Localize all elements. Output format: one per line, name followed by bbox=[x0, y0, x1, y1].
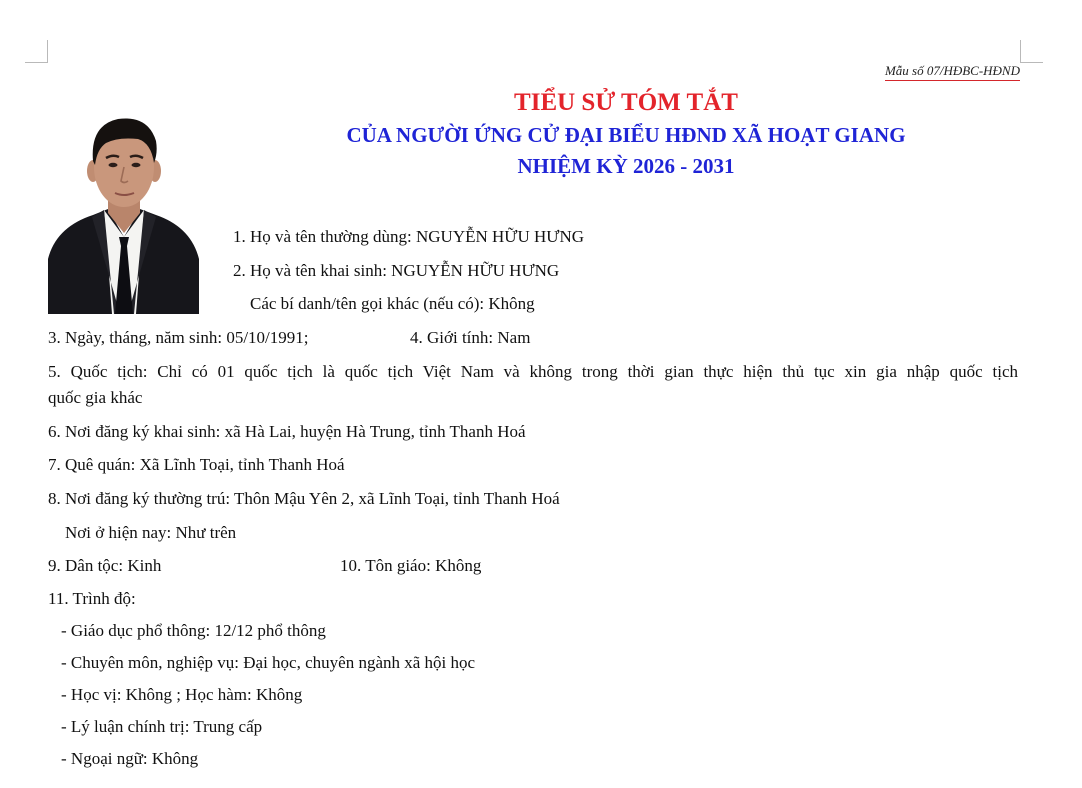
field-nationality-continued: quốc gia khác bbox=[48, 388, 143, 407]
field-religion: 10. Tôn giáo: Không bbox=[340, 556, 482, 575]
field-birth-registration: 6. Nơi đăng ký khai sinh: xã Hà Lai, huyện Hà Trung, tỉnh Thanh Hoá bbox=[48, 422, 526, 441]
field-foreign-language: - Ngoại ngữ: Không bbox=[61, 749, 199, 768]
field-nationality: 5. Quốc tịch: Chỉ có 01 quốc tịch là quốc tịch Việt Nam và không trong thời gian thực hiện thủ tục xin gia nhập quốc tịch bbox=[48, 362, 1018, 381]
field-current-residence: Nơi ở hiện nay: Như trên bbox=[65, 523, 237, 542]
field-general-education: - Giáo dục phổ thông: 12/12 phổ thông bbox=[61, 621, 326, 640]
field-aliases: Các bí danh/tên gọi khác (nếu có): Không bbox=[250, 294, 535, 313]
candidate-portrait-photo bbox=[48, 109, 199, 314]
field-political-theory: - Lý luận chính trị: Trung cấp bbox=[61, 717, 263, 736]
field-permanent-residence: 8. Nơi đăng ký thường trú: Thôn Mậu Yên 2, xã Lĩnh Toại, tỉnh Thanh Hoá bbox=[48, 489, 560, 508]
field-ethnicity: 9. Dân tộc: Kinh bbox=[48, 556, 162, 575]
field-date-of-birth: 3. Ngày, tháng, năm sinh: 05/10/1991; bbox=[48, 328, 309, 347]
field-birth-name: 2. Họ và tên khai sinh: NGUYỄN HỮU HƯNG bbox=[233, 261, 560, 280]
term-title: NHIỆM KỲ 2026 - 2031 bbox=[517, 154, 735, 178]
field-academic-degree: - Học vị: Không ; Học hàm: Không bbox=[61, 685, 303, 704]
field-full-name: 1. Họ và tên thường dùng: NGUYỄN HỮU HƯNG bbox=[233, 227, 585, 246]
field-hometown: 7. Quê quán: Xã Lĩnh Toại, tỉnh Thanh Hoá bbox=[48, 455, 345, 474]
document-subtitle: CỦA NGƯỜI ỨNG CỬ ĐẠI BIỂU HĐND XÃ HOẠT GIANG bbox=[346, 123, 906, 147]
field-specialization: - Chuyên môn, nghiệp vụ: Đại học, chuyên ngành xã hội học bbox=[61, 653, 476, 672]
document-title: TIỂU SỬ TÓM TẮT bbox=[514, 89, 738, 116]
form-code: Mẫu số 07/HĐBC-HĐND bbox=[885, 63, 1020, 81]
crop-mark-top-right bbox=[1020, 40, 1043, 63]
field-gender: 4. Giới tính: Nam bbox=[410, 328, 531, 347]
education-heading: 11. Trình độ: bbox=[48, 589, 136, 608]
crop-mark-top-left bbox=[25, 40, 48, 63]
